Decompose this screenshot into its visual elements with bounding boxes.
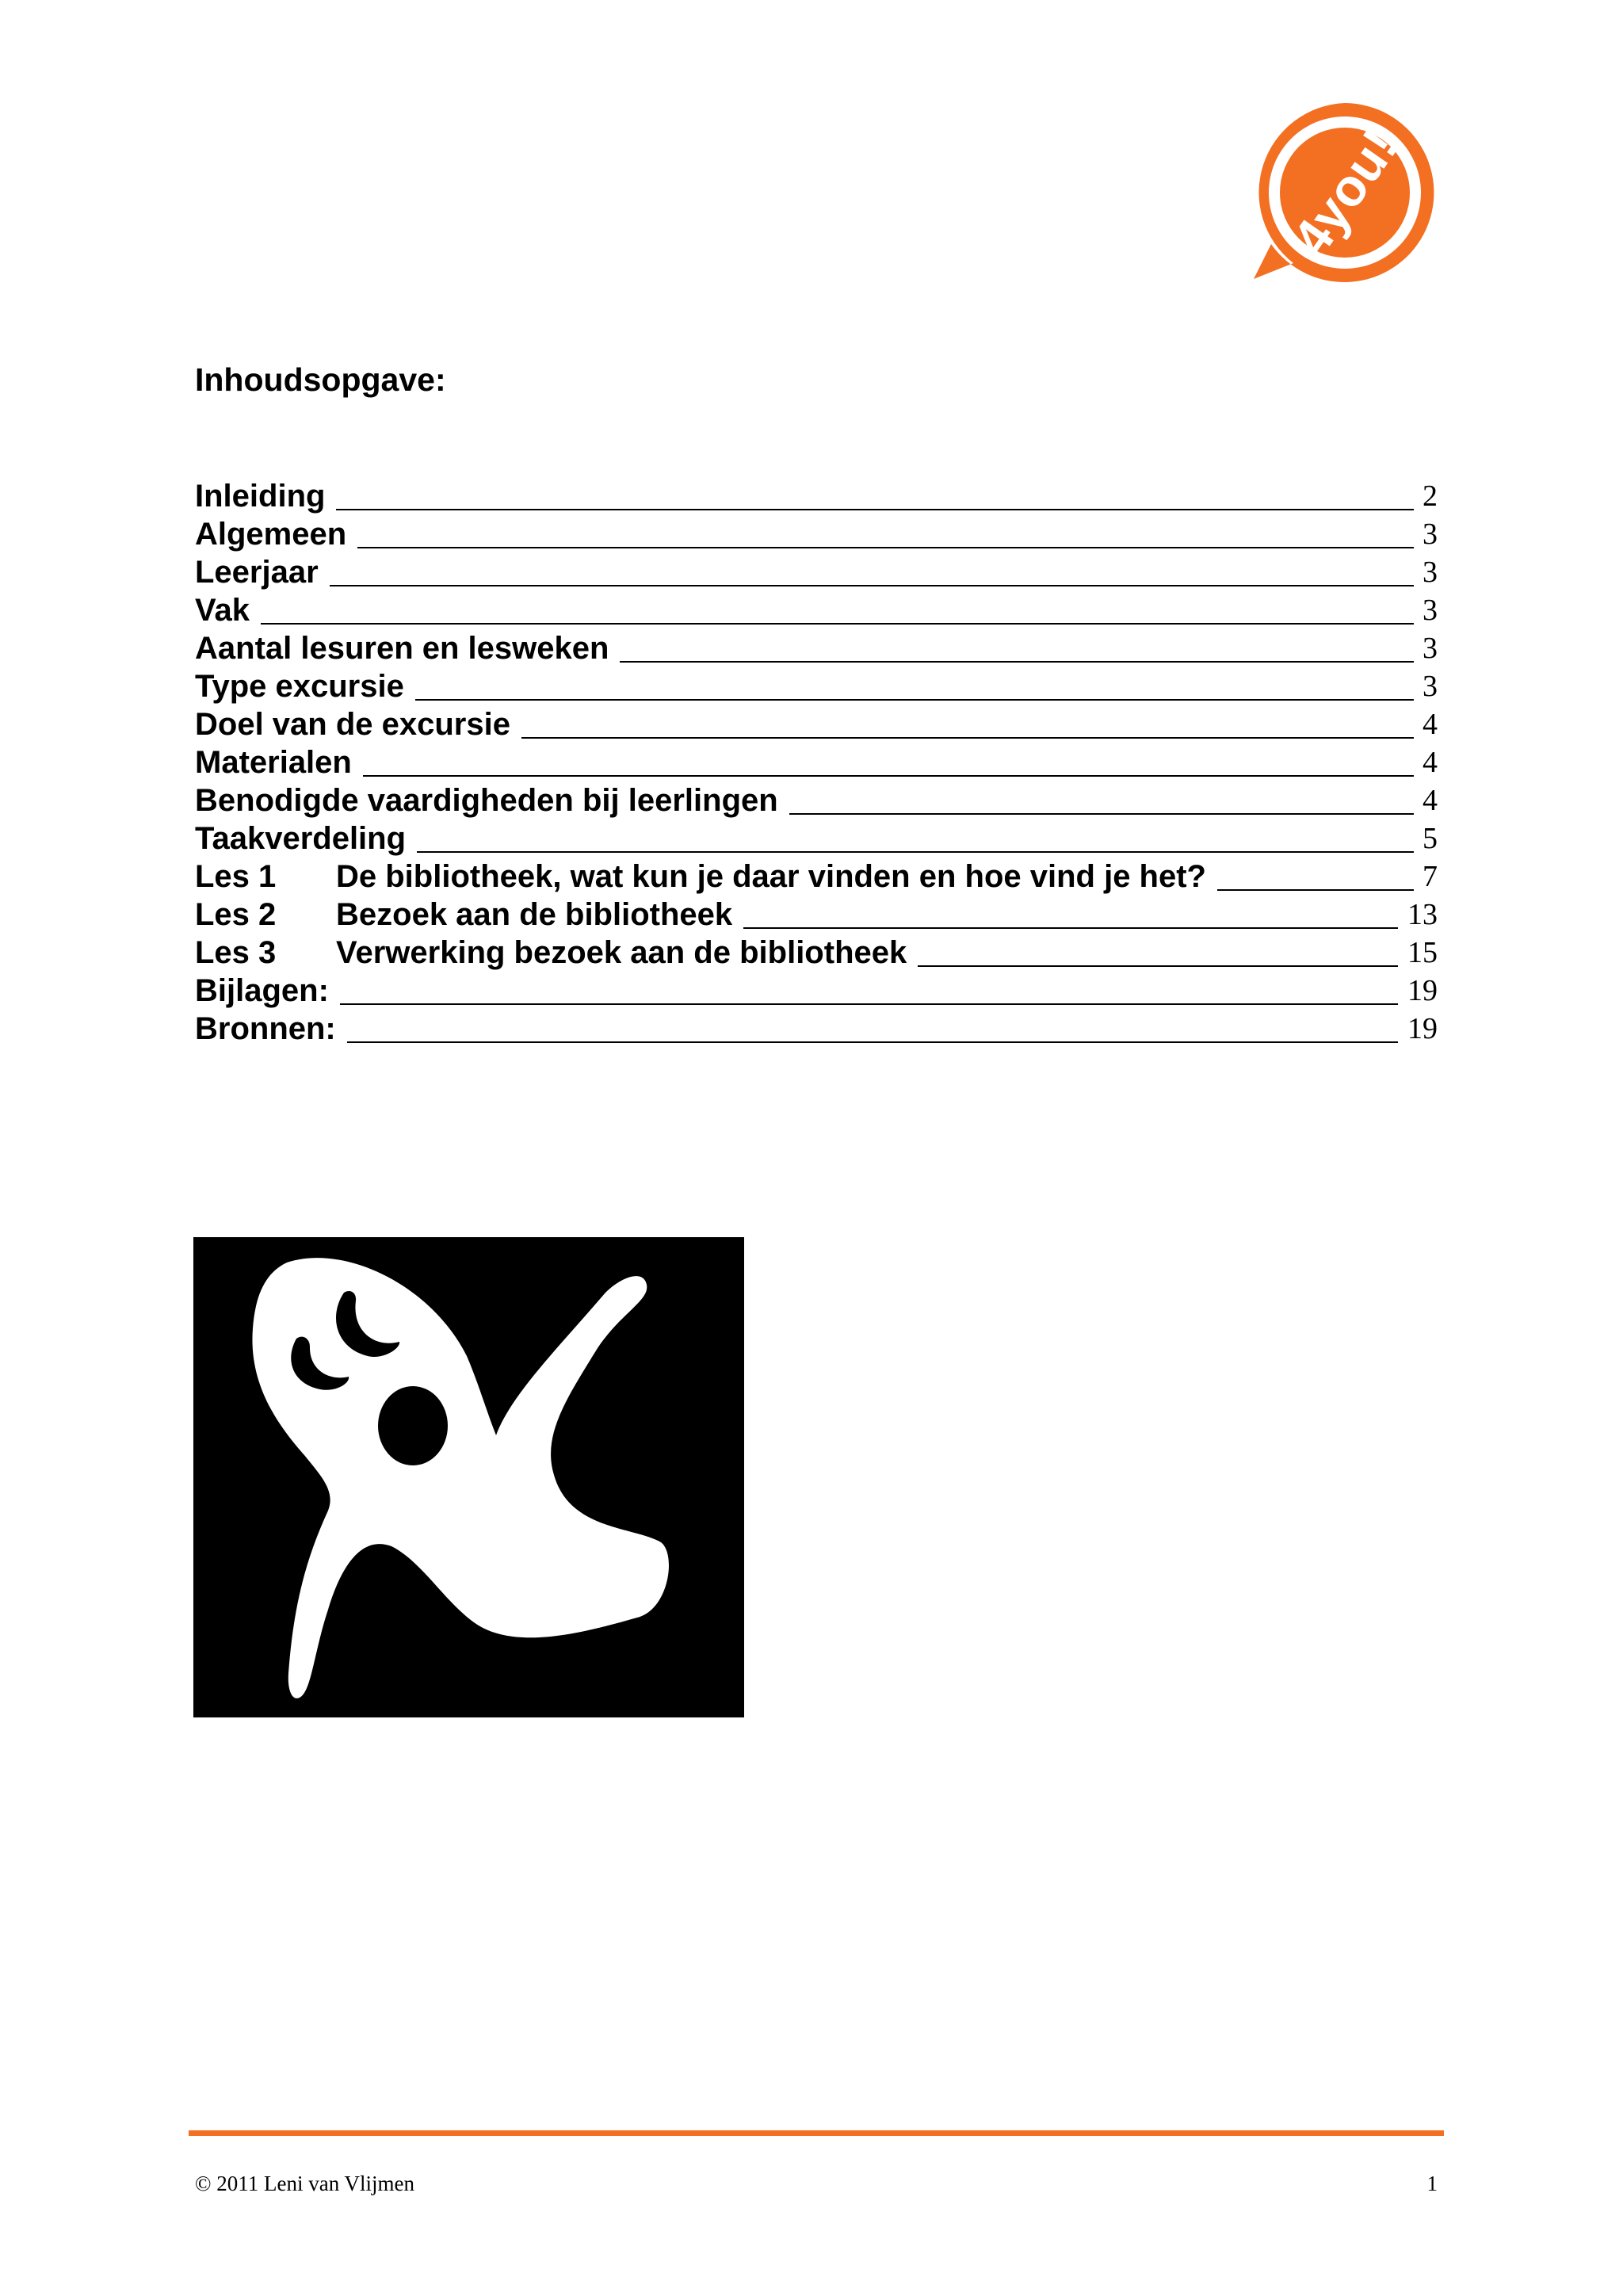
toc-entry-label bbox=[195, 897, 732, 932]
toc-entry-title: Doel van de excursie bbox=[195, 707, 510, 742]
toc-entry-title: Bijlagen: bbox=[195, 973, 329, 1008]
toc-entry-page: 4 bbox=[1423, 746, 1438, 779]
toc-entry-label bbox=[195, 517, 346, 552]
toc-entry-label bbox=[195, 859, 1206, 894]
toc-entry[interactable] bbox=[195, 894, 1438, 932]
toc-entry-label bbox=[195, 973, 329, 1008]
toc-entry-title: Taakverdeling bbox=[195, 821, 407, 856]
footer-copyright: © 2011 Leni van Vlijmen bbox=[195, 2172, 414, 2195]
toc-leader-line bbox=[918, 964, 1398, 967]
toc-leader-line bbox=[357, 545, 1414, 548]
toc-leader-line bbox=[261, 621, 1414, 625]
toc-entry-label bbox=[195, 631, 609, 666]
footer-rule bbox=[189, 2130, 1444, 2136]
toc-leader-line bbox=[330, 583, 1414, 586]
toc-entry[interactable] bbox=[195, 628, 1438, 666]
toc-leader-line bbox=[417, 850, 1414, 853]
toc-entry-page: 2 bbox=[1423, 479, 1438, 513]
toc-entry-label bbox=[195, 821, 406, 856]
toc-entry[interactable] bbox=[195, 970, 1438, 1008]
toc-entry[interactable] bbox=[195, 856, 1438, 894]
toc-entry-page: 3 bbox=[1423, 518, 1438, 551]
toc-entry-label bbox=[195, 707, 510, 742]
toc-entry-label bbox=[195, 935, 907, 970]
toc-entry[interactable] bbox=[195, 666, 1438, 704]
footer-page-number: 1 bbox=[1426, 2172, 1438, 2195]
toc-heading: Inhoudsopgave: bbox=[195, 361, 446, 398]
toc-entry-label bbox=[195, 479, 325, 514]
toc-entry-lesson-number: Les 3 bbox=[195, 935, 277, 970]
toc-entry-page: 7 bbox=[1423, 860, 1438, 893]
toc-entry-title: Type excursie bbox=[195, 669, 404, 704]
toc-entry-page: 3 bbox=[1423, 556, 1438, 589]
toc-leader-line bbox=[789, 812, 1414, 815]
logo-text: 4you! bbox=[1281, 118, 1409, 267]
toc-entry-label bbox=[195, 783, 778, 818]
toc-entry-page: 4 bbox=[1423, 708, 1438, 741]
toc-entry-title: Bronnen: bbox=[195, 1011, 336, 1046]
table-of-contents bbox=[195, 476, 1438, 1046]
toc-leader-line bbox=[521, 735, 1414, 739]
toc-entry-label bbox=[195, 669, 404, 704]
toc-leader-line bbox=[336, 507, 1414, 510]
toc-entry-label bbox=[195, 593, 250, 628]
toc-entry-page: 13 bbox=[1407, 898, 1438, 931]
toc-leader-line bbox=[620, 659, 1414, 663]
toc-entry-page: 19 bbox=[1407, 974, 1438, 1007]
toc-entry-lesson-number: Les 2 bbox=[195, 897, 277, 932]
ghost-icon bbox=[193, 1237, 744, 1717]
toc-entry-title: Inleiding bbox=[195, 479, 326, 514]
toc-leader-line bbox=[415, 697, 1414, 701]
speech-bubble-logo-icon bbox=[1247, 95, 1442, 290]
toc-entry-page: 15 bbox=[1407, 936, 1438, 969]
toc-entry[interactable] bbox=[195, 590, 1438, 628]
toc-entry[interactable] bbox=[195, 932, 1438, 970]
toc-entry-title: De bibliotheek, wat kun je daar vinden en hoe vind je het? bbox=[336, 859, 1206, 894]
toc-leader-line bbox=[347, 1040, 1398, 1043]
toc-entry-title: Algemeen bbox=[195, 517, 347, 552]
toc-entry-title: Benodigde vaardigheden bij leerlingen bbox=[195, 783, 778, 818]
toc-entry[interactable] bbox=[195, 476, 1438, 514]
toc-leader-line bbox=[743, 926, 1398, 929]
ghost-illustration bbox=[193, 1237, 744, 1717]
toc-entry-title: Materialen bbox=[195, 745, 352, 780]
toc-entry-label bbox=[195, 555, 319, 590]
toc-leader-line bbox=[363, 774, 1414, 777]
toc-entry[interactable] bbox=[195, 552, 1438, 590]
toc-entry[interactable] bbox=[195, 514, 1438, 552]
toc-entry-page: 19 bbox=[1407, 1012, 1438, 1045]
toc-entry-title: Leerjaar bbox=[195, 555, 319, 590]
toc-entry-lesson-number: Les 1 bbox=[195, 859, 277, 894]
toc-entry[interactable] bbox=[195, 818, 1438, 856]
toc-entry[interactable] bbox=[195, 704, 1438, 742]
brand-logo bbox=[1247, 95, 1442, 290]
toc-leader-line bbox=[1217, 888, 1414, 891]
toc-entry-title: Bezoek aan de bibliotheek bbox=[336, 897, 733, 932]
toc-entry-page: 3 bbox=[1423, 632, 1438, 665]
toc-entry-label bbox=[195, 745, 352, 780]
toc-leader-line bbox=[340, 1002, 1398, 1005]
toc-entry-label bbox=[195, 1011, 336, 1046]
toc-entry-page: 3 bbox=[1423, 670, 1438, 703]
toc-entry[interactable] bbox=[195, 742, 1438, 780]
toc-entry-title: Aantal lesuren en lesweken bbox=[195, 631, 609, 666]
toc-entry-page: 4 bbox=[1423, 784, 1438, 817]
toc-entry-title: Vak bbox=[195, 593, 250, 628]
toc-entry-page: 3 bbox=[1423, 594, 1438, 627]
toc-entry-title: Verwerking bezoek aan de bibliotheek bbox=[336, 935, 907, 970]
toc-entry-page: 5 bbox=[1423, 822, 1438, 855]
toc-entry[interactable] bbox=[195, 1008, 1438, 1046]
toc-entry[interactable] bbox=[195, 780, 1438, 818]
